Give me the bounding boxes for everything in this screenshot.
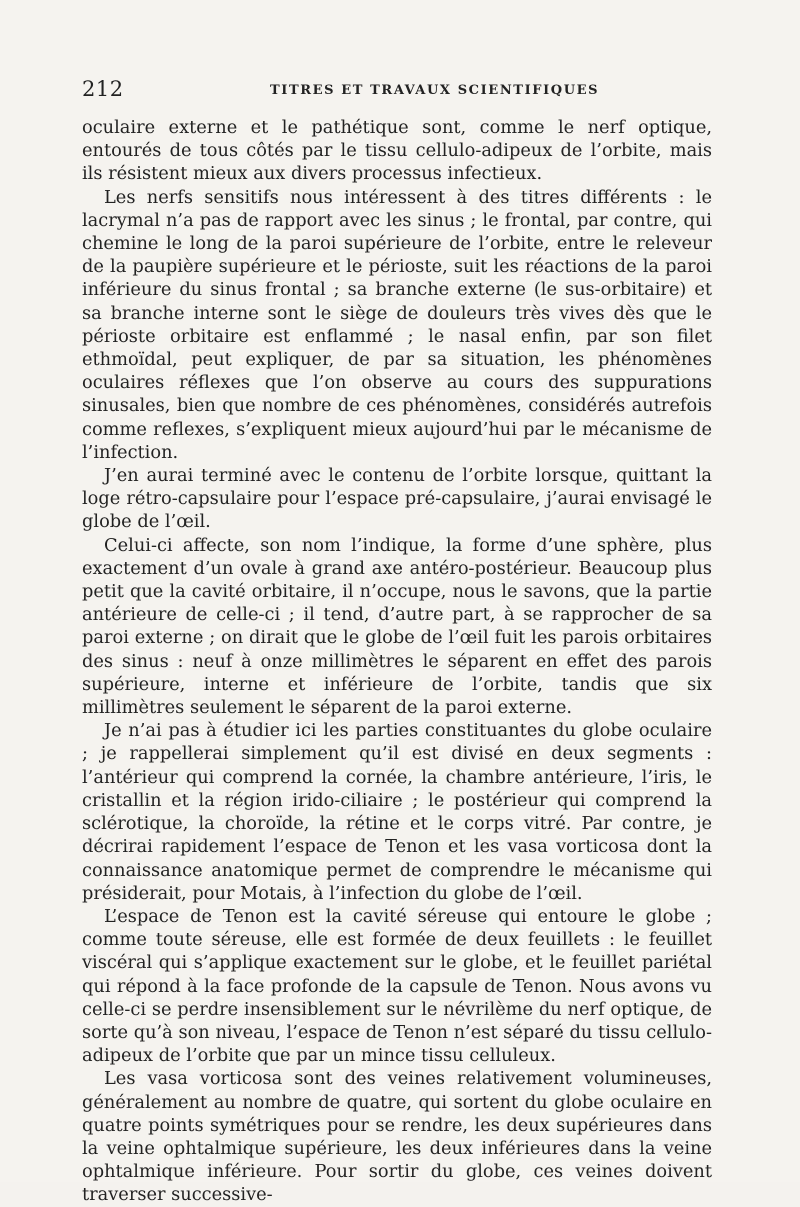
page-header xyxy=(82,77,712,107)
paragraph: Les vasa vorticosa sont des veines relativement volumineuses, généralement au nombre de quatre, qui sortent du globe oculaire en quatre points symétriques pour se rendre, les deux supérieures dans la veine ophtalmique supérieure, les deux inférieures dans la veine ophtalmique inférieure. Pour sortir du globe, ces veines doivent traverser successive- xyxy=(82,1068,712,1206)
body-text xyxy=(82,116,712,1206)
paragraph: J’en aurai terminé avec le contenu de l’orbite lorsque, quittant la loge rétro-capsulaire pour l’espace pré-capsulaire, j’aurai envisagé le globe de l’œil. xyxy=(82,465,712,533)
running-title: TITRES ET TRAVAUX SCIENTIFIQUES xyxy=(270,83,600,98)
paragraph: Je n’ai pas à étudier ici les parties constituantes du globe oculaire ; je rappellerai simplement qu’il est divisé en deux segments : l’antérieur qui comprend la cornée, la chambre antérieure, l’iris, le cristallin et la région irido-ciliaire ; le postérieur qui comprend la sclérotique, la choroïde, la rétine et le corps vitré. Par contre, je décrirai rapidement l’espace de Tenon et les vasa vorticosa dont la connaissance anatomique permet de comprendre le mécanisme qui présiderait, pour Motais, à l’infection du globe de l’œil. xyxy=(82,720,712,904)
paragraph: oculaire externe et le pathétique sont, comme le nerf optique, entourés de tous côtés par le tissu cellulo-adipeux de l’orbite, mais ils résistent mieux aux divers processus infectieux. xyxy=(82,117,712,185)
paragraph: L’espace de Tenon est la cavité séreuse qui entoure le globe ; comme toute séreuse, elle est formée de deux feuillets : le feuillet viscéral qui s’applique exactement sur le globe, et le feuillet pariétal qui répond à la face profonde de la capsule de Tenon. Nous avons vu celle-ci se perdre insensiblement sur le névrilème du nerf optique, de sorte qu’à son niveau, l’espace de Tenon n’est séparé du tissu cellulo-adipeux de l’orbite que par un mince tissu celluleux. xyxy=(82,905,712,1067)
paragraph: Celui-ci affecte, son nom l’indique, la forme d’une sphère, plus exactement d’un ovale à grand axe antéro-postérieur. Beaucoup plus petit que la cavité orbitaire, il n’occupe, nous le savons, que la partie antérieure de celle-ci ; il tend, d’autre part, à se rapprocher de sa paroi externe ; on dirait que le globe de l’œil fuit les parois orbitaires des sinus : neuf à onze millimètres le séparent en effet des parois supérieure, interne et inférieure de l’orbite, tandis que six millimètres seulement le séparent de la paroi externe. xyxy=(82,534,712,719)
page-number: 212 xyxy=(82,77,124,101)
paragraph: Les nerfs sensitifs nous intéressent à des titres différents : le lacrymal n’a pas de rapport avec les sinus ; le frontal, par contre, qui chemine le long de la paroi supérieure de l’orbite, entre le releveur de la paupière supérieure et le périoste, suit les réactions de la paroi inférieure du sinus frontal ; sa branche externe (le sus-orbitaire) et sa branche interne sont le siège de douleurs très vives dès que le périoste orbitaire est enflammé ; le nasal enfin, par son filet ethmoïdal, peut expliquer, de par sa situation, les phénomènes oculaires réflexes que l’on observe au cours des suppurations sinusales, bien que nombre de ces phénomènes, considérés autrefois comme reflexes, s’expliquent mieux aujourd’hui par le mécanisme de l’infection. xyxy=(82,186,712,463)
